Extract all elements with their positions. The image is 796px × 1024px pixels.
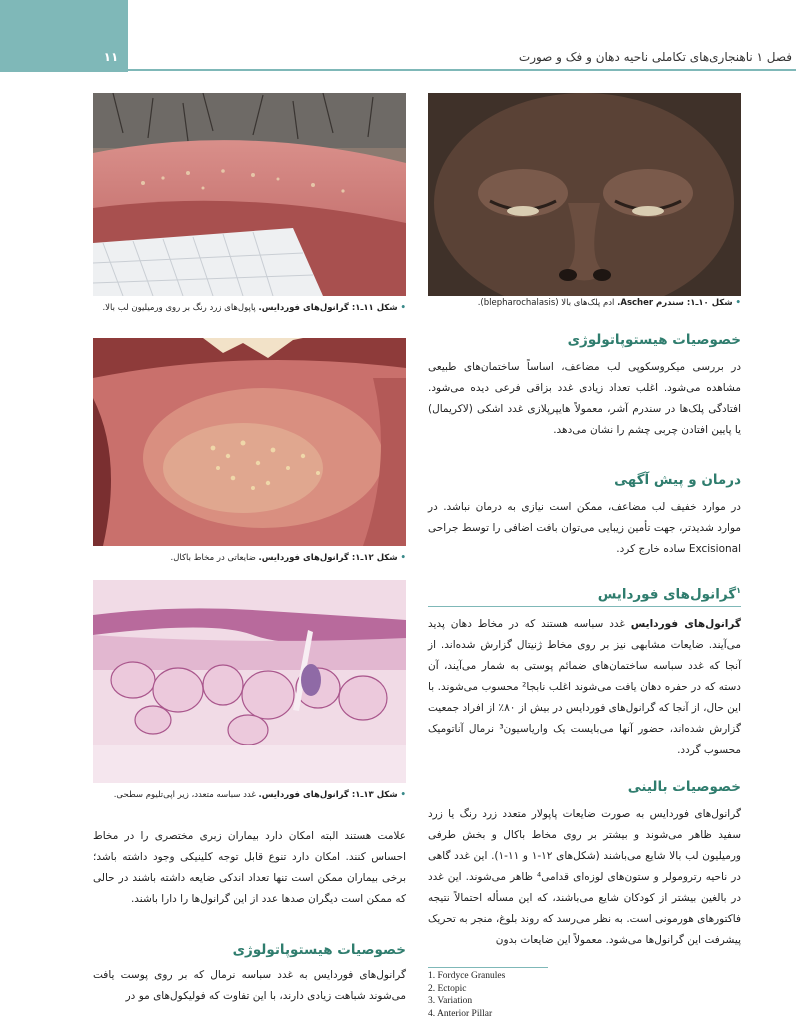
paragraph-fordyce [428,614,741,761]
figure-13-caption [93,790,406,801]
paragraph-continuation: علامت هستند البته امکان دارد بیماران زبری مختصری را در مخاط احساس کنند. امکان دارد تنوع قابل توجه کلینیکی وجود داشته باشد؛ برخی بیماران ممکن است تنها تعداد اندکی ضایعه داشته باشند در حالی که ممکن است دیگران صدها عدد از این گرانول‌ها را دارا باشند. [93,830,406,905]
footnote-marker: ۱ [736,586,741,595]
caption-bullet: • [397,553,406,563]
heading-histopathology-2: خصوصیات هیستوپاتولوژی [232,942,406,958]
caption-bullet: • [397,790,406,800]
heading-histopathology: خصوصیات هیستوپاتولوژی [567,332,741,348]
footnote-item: 2. Ectopic [428,983,467,994]
heading-clinical: خصوصیات بالینی [627,779,741,795]
heading-fordyce-text: گرانول‌های فوردایس [597,586,737,603]
caption-text: ضایعاتی در مخاط باکال. [170,553,259,563]
paragraph-histopathology: در بررسی میکروسکوپی لب مضاعف، اساساً ساختمان‌های طبیعی مشاهده می‌شود. اغلب تعداد زیادی غدد بزاقی فرعی دیده می‌شود. افتادگی پلک‌ها در سندرم آشر، معمولاً هایپرپلازی غدد اشکی (لاکریمال) یا پایین افتادن چربی چشم را نشان می‌دهد. [428,361,741,436]
footnote-item: 3. Variation [428,996,473,1006]
header-rule [128,69,796,71]
fordyce-text: غدد سباسه هستند که در مخاط دهان پدید می‌آیند. ضایعات مشابهی نیز بر روی مخاط ژنیتال گزارش شده‌اند. از آنجا که غدد سباسه ساختمان‌های ضمائم پوستی به شمار می‌آیند، آن دسته که در حفره دهان یافت می‌شوند اغلب نابجا² محسوب می‌شوند. با این حال، از آنجا که گرانول‌های فوردایس در بیش از ۸۰٪ از افراد جمعیت گزارش شده‌اند، حضور آنها می‌بایست یک واریاسیون³ نرمال آناتومیک محسوب گردد. [428,618,742,756]
footnotes [428,970,741,1020]
running-title: فصل ۱ ناهنجاری‌های تکاملی ناحیه دهان و فک و صورت [518,50,792,64]
caption-bullet: • [732,298,741,308]
paragraph-clinical: گرانول‌های فوردایس به صورت ضایعات پاپولار متعدد زرد رنگ یا زرد سفید ظاهر می‌شوند و بیشتر بر روی مخاط باکال و بخش طرفی ورمیلیون لب بالا شایع می‌باشند (شکل‌های ۱۲-۱ و ۱۱-۱). این غدد گاهی در ناحیه رترومولر و ستون‌های لوزه‌ای قدامی⁴ ظاهر می‌شوند. این غدد در بالغین بیشتر از کودکان شایع می‌باشند، که این مسأله احتمالاً نتیجه فاکتورهای هورمونی است. به نظر می‌رسد که روند بلوغ، منجر به تحریک پیشرفت این گرانول‌ها می‌شود. معمولاً این ضایعات بدون [428,808,741,946]
page-number: ۱۱ [103,50,119,64]
footnote-item: 1. Fordyce Granules [428,971,506,981]
caption-text: پاپول‌های زرد رنگ بر روی ورمیلیون لب بالا. [102,303,259,313]
fordyce-term: گرانول‌های فوردایس [630,618,741,630]
paragraph-histopathology-2: گرانول‌های فوردایس به غدد سباسه نرمال که بر روی پوست یافت می‌شوند شباهت زیادی دارند، با این تفاوت که فولیکول‌های مو در [93,969,406,1002]
caption-label: شکل ۱۱ـ۱: گرانول‌های فوردایس. [258,303,398,313]
figure-11-photo [93,93,406,296]
figure-12-photo [93,338,406,546]
heading-treatment: درمان و پیش آگهی [614,472,741,488]
figure-10-caption [428,298,741,309]
caption-label: شکل ۱۳ـ۱: گرانول‌های فوردایس. [258,790,398,800]
section-rule [428,606,741,607]
footnote-item: 4. Anterior Pillar [428,1008,493,1019]
caption-text: ادم پلک‌های بالا (blepharochalasis). [477,298,618,308]
figure-10-photo [428,93,741,296]
caption-bullet: • [397,303,406,313]
caption-label: شکل ۱۰ـ۱: سندرم Ascher. [617,298,733,308]
figure-13-photo [93,580,406,783]
footnote-rule [428,967,548,968]
caption-label: شکل ۱۲ـ۱: گرانول‌های فوردایس. [258,553,398,563]
figure-11-caption [93,303,406,314]
caption-text: غدد سباسه متعدد، زیر اپی‌تلیوم سطحی. [113,790,259,800]
figure-12-caption [93,553,406,564]
heading-fordyce [428,586,741,603]
paragraph-treatment: در موارد خفیف لب مضاعف، ممکن است نیازی به درمان نباشد. در موارد شدیدتر، جهت تأمین زیبایی می‌توان بافت اضافی را توسط جراحی Excisional ساده خارج کرد. [428,501,741,555]
